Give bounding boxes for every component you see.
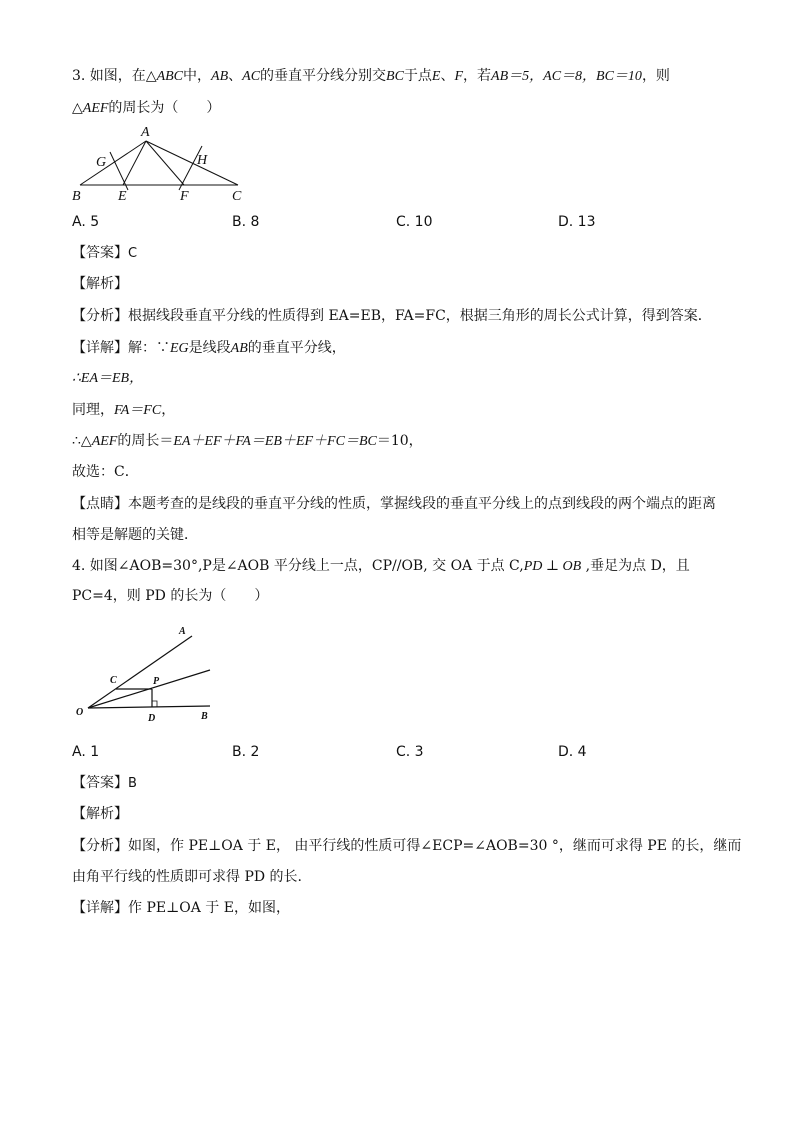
q3-dianjing-text: 本题考查的是线段的垂直平分线的性质，掌握线段的垂直平分线上的点到线段的两个端点的距离 [128,496,716,512]
q4-text: ,垂足为点 D，且 [581,558,690,574]
q3-label-f: F [180,189,189,204]
q4-detail-1 [72,898,290,918]
q3-detail-2: ∴EA＝EB， [72,371,144,386]
q3-seg-bc: BC [386,69,404,84]
q3-line-ae [123,141,146,185]
q3-seg-eg: EG [170,341,189,356]
q3-dianjing-1 [72,494,716,514]
q4-label-a: A [179,626,186,637]
q4-label-d: D [148,713,156,724]
q3-detail-4 [72,431,423,452]
q3-label-h: H [197,153,208,168]
q3-answer [72,243,137,264]
q3-stem-line2 [72,98,220,119]
q4-answer-tag: 【答案】 [72,775,128,791]
q3-option-a[interactable]: A. 5 [72,214,100,230]
q3-stem-line1 [72,66,670,87]
q3-point-f: F [454,69,464,84]
q3-text: 、 [228,68,243,84]
q3-seg-ac: AC [242,69,261,84]
q3-text: 、 [440,68,455,84]
q4-fenxi-text: 如图，作 PE⊥OA 于 E， 由平行线的性质可得∠ECP=∠AOB=30 °，继而可求得 PE 的长，继而 [128,838,742,854]
q4-right-angle-mark [152,701,157,707]
q3-text: 的周长＝ [117,433,174,449]
q4-option-d[interactable]: D. 4 [558,744,587,760]
q3-seg-ab: AB [211,69,229,84]
q3-option-c[interactable]: C. 10 [396,214,433,230]
q4-figure [70,620,230,730]
q3-triangle-aef: AEF [91,434,118,449]
q3-line-af [146,141,184,185]
q3-label-b: B [72,189,81,204]
q4-perp: PD ⊥ OB [523,559,582,574]
q4-label-b: B [201,711,208,722]
q3-fenxi-text: 根据线段垂直平分线的性质得到 EA=EB，FA=FC，根据三角形的周长公式计算，得到答案． [128,308,712,324]
q4-answer [72,773,137,794]
q3-perimeter-expr: EA＋EF＋FA＝EB＋EF＋FC＝BC [173,434,377,449]
q3-text: 是线段 [188,340,231,356]
q4-ray-ob [88,706,210,708]
q4-ray-oa [88,636,192,708]
q3-text: 的垂直平分线， [247,340,346,356]
q3-analysis-tag [72,274,128,294]
q4-fenxi-1 [72,836,741,856]
q3-triangle-abc: △ABC [145,69,184,84]
q3-point-e: E [431,69,441,84]
q3-label-a: A [141,125,150,140]
q3-label-g: G [96,155,107,170]
q4-detail-text: 作 PE⊥OA 于 E，如图， [128,900,290,916]
q3-dianjing-tag: 【点睛】 [72,496,128,512]
q4-detail-tag: 【详解】 [72,900,128,916]
q3-conditions: AB＝5，AC＝8，BC＝10 [491,69,642,84]
q3-analysis-label: 【解析】 [72,276,128,292]
q4-option-c[interactable]: C. 3 [396,744,424,760]
q3-text: 同理， [72,402,114,418]
q3-seg-ab: AB [230,341,248,356]
q3-figure [66,122,256,206]
q4-label-p: P [153,676,160,687]
q3-line-ge [110,152,128,190]
q3-text: 的周长为（ ） [108,100,221,116]
q4-analysis-tag [72,804,128,824]
q3-triangle-aef: △AEF [72,101,109,116]
q3-detail-3 [72,400,175,421]
q3-text: ，若 [463,68,492,84]
q3-line-ab [80,141,146,185]
q3-text: 3. 如图，在 [72,68,146,84]
q3-detail-tag: 【详解】 [72,340,128,356]
q3-fenxi-tag: 【分析】 [72,308,128,324]
q3-label-c: C [232,189,242,204]
q4-option-b[interactable]: B. 2 [232,744,260,760]
q4-fenxi-tag: 【分析】 [72,838,128,854]
q3-fenxi [72,306,712,326]
q3-text: ＝10， [376,433,423,449]
q3-line-ac [146,141,238,185]
q3-answer-value: C [128,246,138,261]
q3-text: ，则 [641,68,670,84]
q3-text: ， [161,402,176,418]
q4-stem-line1 [72,556,690,577]
q4-fenxi-2: 由角平行线的性质即可求得 PD 的长. [72,869,302,885]
q3-detail-1 [72,338,346,359]
q3-detail-5: 故选：C． [72,464,139,480]
q3-text: ∴△ [72,433,92,449]
q3-eq-fa-fc: FA＝FC [114,403,162,418]
q3-option-b[interactable]: B. 8 [232,214,260,230]
q3-text: 中， [183,68,212,84]
q4-label-o: O [76,707,84,718]
q3-answer-tag: 【答案】 [72,245,128,261]
q4-stem-line2: PC=4，则 PD 的长为（ ） [72,588,269,604]
q3-text: 解：∵ [128,340,170,356]
q4-label-c: C [110,675,117,686]
q3-dianjing-2: 相等是解题的关键． [72,527,198,543]
q3-label-e: E [118,189,127,204]
q4-answer-value: B [128,776,137,791]
q3-text: 于点 [403,68,432,84]
q4-analysis-label: 【解析】 [72,806,128,822]
q3-text: 的垂直平分线分别交 [260,68,387,84]
q4-text: 4. 如图∠AOB=30°,P是∠AOB 平分线上一点，CP//OB, 交 OA 于点 C, [72,558,524,574]
q4-option-a[interactable]: A. 1 [72,744,100,760]
q3-option-d[interactable]: D. 13 [558,214,596,230]
